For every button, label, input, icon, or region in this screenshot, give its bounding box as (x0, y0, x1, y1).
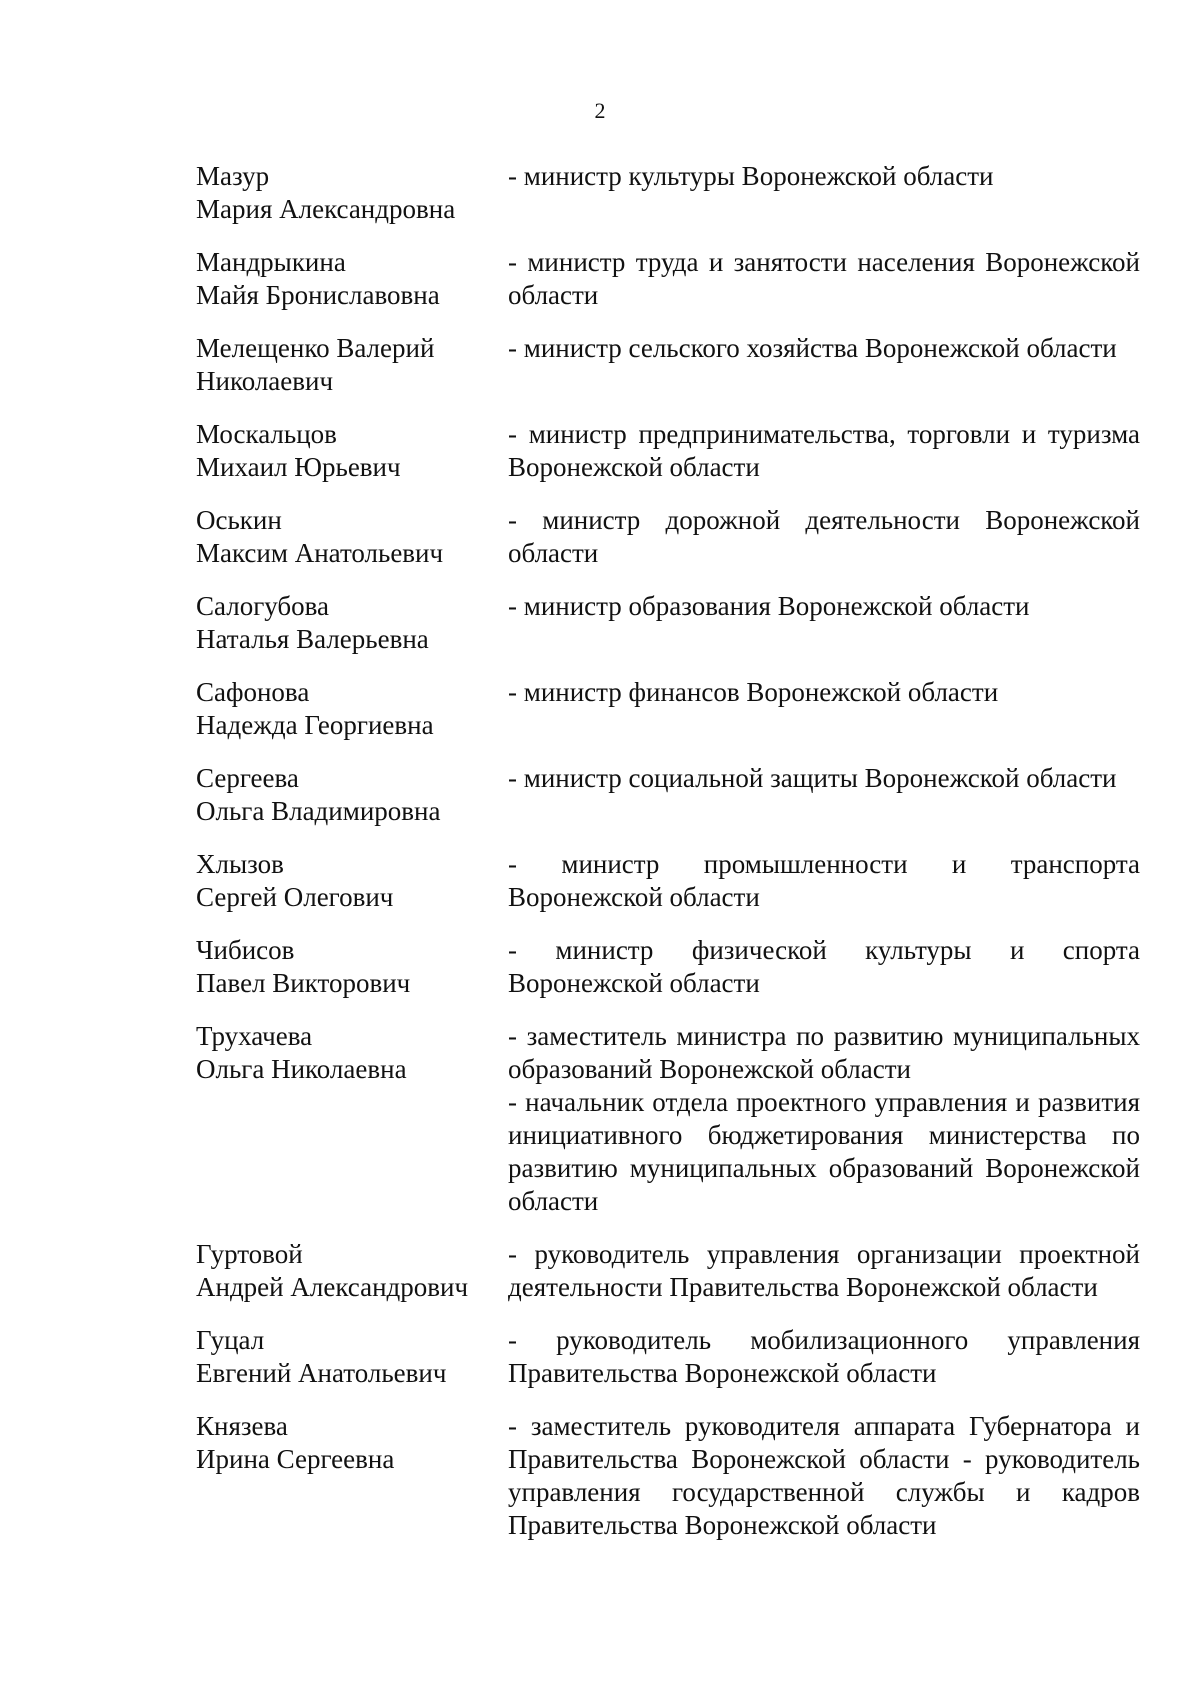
members-list (0, 160, 1200, 1562)
member-name: Гуцал Евгений Анатольевич (196, 1325, 447, 1388)
page-number: 2 (594, 98, 606, 123)
member-entry (0, 676, 1200, 742)
member-entry (0, 246, 1200, 312)
member-position (508, 1020, 1140, 1218)
position-paragraph: - министр сельского хозяйства Воронежской области (508, 333, 1117, 363)
position-paragraph: - заместитель руководителя аппарата Губернатора и Правительства Воронежской области - руководитель управления государственной службы и кадров Правительства Воронежской области (508, 1411, 1140, 1540)
member-position (508, 504, 1140, 570)
position-paragraph: - министр финансов Воронежской области (508, 677, 999, 707)
position-paragraph: - министр физической культуры и спорта Воронежской области (508, 935, 1140, 998)
member-position (508, 590, 1140, 623)
member-name: Оськин Максим Анатольевич (196, 505, 444, 568)
member-position (508, 1410, 1140, 1542)
member-position (508, 934, 1140, 1000)
member-position (508, 332, 1140, 365)
member-name: Хлызов Сергей Олегович (196, 849, 394, 912)
position-paragraph: - руководитель мобилизационного управления Правительства Воронежской области (508, 1325, 1140, 1388)
member-name: Сергеева Ольга Владимировна (196, 763, 441, 826)
position-paragraph: - министр труда и занятости населения Воронежской области (508, 247, 1140, 310)
member-position (508, 762, 1140, 795)
member-position (508, 1324, 1140, 1390)
member-name: Князева Ирина Сергеевна (196, 1411, 395, 1474)
member-entry (0, 332, 1200, 398)
member-name: Мандрыкина Майя Брониславовна (196, 247, 440, 310)
position-paragraph: - министр предпринимательства, торговли и туризма Воронежской области (508, 419, 1140, 482)
member-name: Трухачева Ольга Николаевна (196, 1021, 407, 1084)
member-position (508, 1238, 1140, 1304)
member-entry (0, 504, 1200, 570)
member-entry (0, 848, 1200, 914)
member-entry (0, 1410, 1200, 1542)
position-paragraph: - министр социальной защиты Воронежской области (508, 763, 1117, 793)
position-paragraph: - министр культуры Воронежской области (508, 161, 994, 191)
position-paragraph: - министр промышленности и транспорта Воронежской области (508, 849, 1140, 912)
member-entry (0, 160, 1200, 226)
member-entry (0, 1324, 1200, 1390)
member-entry (0, 1238, 1200, 1304)
member-entry (0, 418, 1200, 484)
member-entry (0, 590, 1200, 656)
member-name: Салогубова Наталья Валерьевна (196, 591, 429, 654)
member-name: Мелещенко Валерий Николаевич (196, 333, 435, 396)
member-name: Гуртовой Андрей Александрович (196, 1239, 469, 1302)
member-position (508, 160, 1140, 193)
member-position (508, 246, 1140, 312)
member-position (508, 848, 1140, 914)
position-paragraph: - министр образования Воронежской области (508, 591, 1030, 621)
position-paragraph: - руководитель управления организации проектной деятельности Правительства Воронежской области (508, 1239, 1140, 1302)
member-position (508, 676, 1140, 709)
member-name: Чибисов Павел Викторович (196, 935, 411, 998)
position-paragraph: - заместитель министра по развитию муниципальных образований Воронежской области (508, 1021, 1140, 1084)
member-entry (0, 1020, 1200, 1218)
position-paragraph: - министр дорожной деятельности Воронежской области (508, 505, 1140, 568)
member-entry (0, 762, 1200, 828)
member-name: Сафонова Надежда Георгиевна (196, 677, 434, 740)
member-position (508, 418, 1140, 484)
position-paragraph: - начальник отдела проектного управления и развития инициативного бюджетирования министерства по развитию муниципальных образований Воронежской области (508, 1087, 1140, 1216)
member-entry (0, 934, 1200, 1000)
member-name: Москальцов Михаил Юрьевич (196, 419, 401, 482)
member-name: Мазур Мария Александровна (196, 161, 456, 224)
